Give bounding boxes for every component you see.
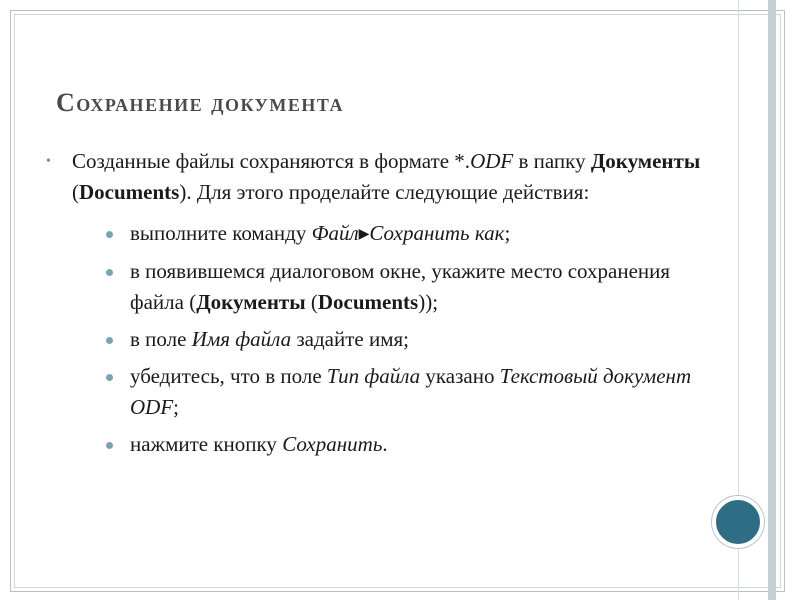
menu-file: Файл xyxy=(311,221,359,245)
decor-circle-icon xyxy=(712,496,764,548)
step-text: нажмите кнопку xyxy=(130,432,283,456)
field-type: Тип файла xyxy=(326,364,421,388)
bullet-icon: • xyxy=(46,154,51,169)
intro-text: ). Для этого проделайте следующие действия: xyxy=(179,180,590,204)
menu-save-as: Сохранить как xyxy=(369,221,505,245)
folder-name: Документы xyxy=(196,290,306,314)
intro-format: ODF xyxy=(470,149,514,173)
save-button-label: Сохранить xyxy=(282,432,383,456)
type-value: Текстовый документ ODF xyxy=(130,364,692,419)
steps-list xyxy=(72,218,722,460)
step-text: ; xyxy=(504,221,511,245)
intro-folder-en: Documents xyxy=(79,180,180,204)
step-item xyxy=(100,256,722,318)
sub-bullet-icon xyxy=(106,442,113,449)
arrow-right-icon: ▶ xyxy=(358,227,370,242)
step-text: . xyxy=(382,432,388,456)
step-item xyxy=(100,324,722,355)
field-name: Имя файла xyxy=(191,327,292,351)
intro-folder: Документы xyxy=(590,149,701,173)
step-text: указано xyxy=(420,364,500,388)
intro-paragraph xyxy=(42,146,722,460)
slide-title: Сохранение документа xyxy=(56,88,344,117)
intro-text: Созданные файлы сохраняются в формате *. xyxy=(72,149,471,173)
step-text: в появившемся диалоговом окне, укажите место сохранения файла ( xyxy=(130,259,671,314)
step-text: убедитесь, что в поле xyxy=(130,364,327,388)
step-text: ; xyxy=(173,395,180,419)
slide-content xyxy=(42,146,722,466)
step-item xyxy=(100,361,722,423)
sub-bullet-icon xyxy=(106,231,113,238)
step-item xyxy=(100,429,722,460)
step-item xyxy=(100,218,722,250)
step-text: ( xyxy=(305,290,318,314)
step-text: в поле xyxy=(130,327,192,351)
sub-bullet-icon xyxy=(106,337,113,344)
sub-bullet-icon xyxy=(106,269,113,276)
step-text: задайте имя; xyxy=(291,327,409,351)
sub-bullet-icon xyxy=(106,374,113,381)
step-text: выполните команду xyxy=(130,221,312,245)
decor-right-bar xyxy=(768,0,776,600)
step-text: )); xyxy=(418,290,439,314)
intro-text: в папку xyxy=(513,149,591,173)
intro-text: ( xyxy=(72,180,79,204)
folder-name-en: Documents xyxy=(317,290,419,314)
